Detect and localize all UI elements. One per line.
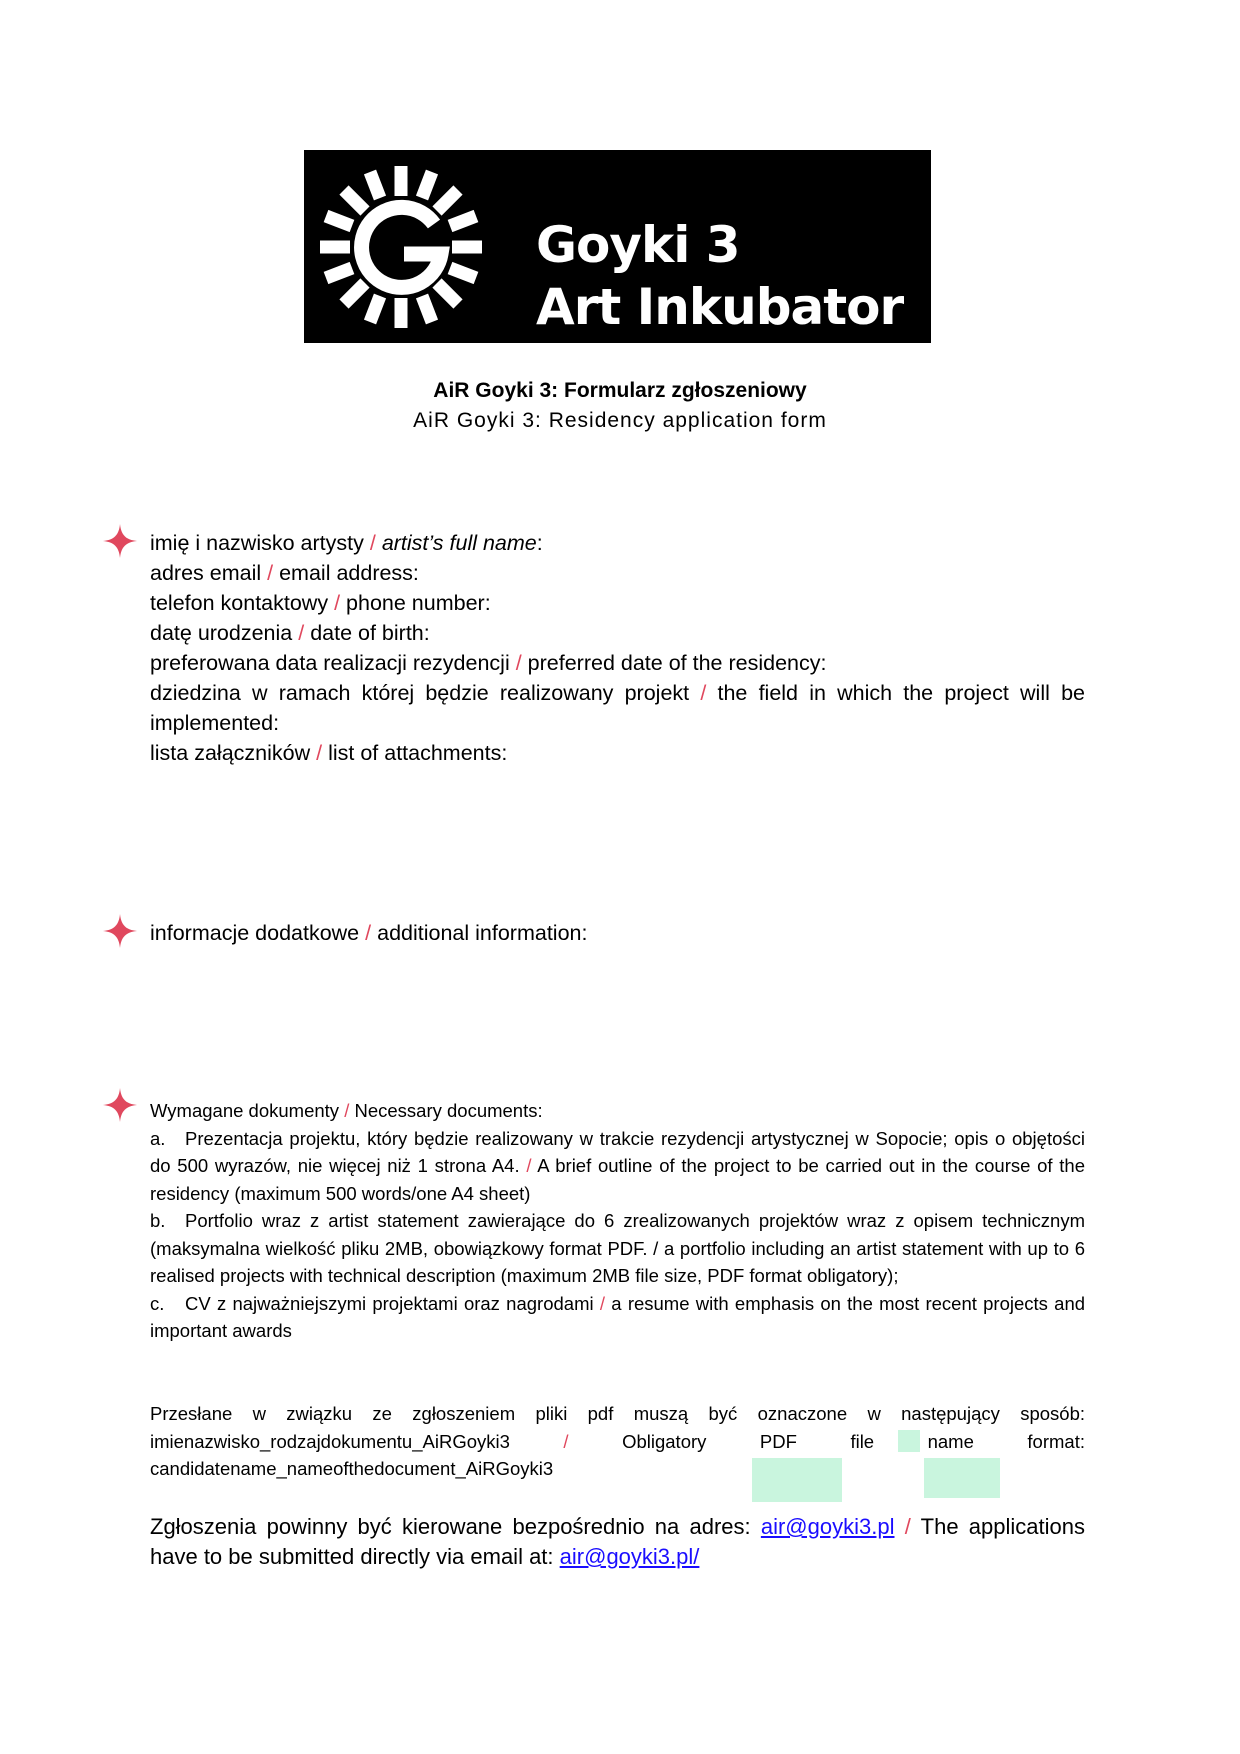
sparkle-bullet-icon <box>103 524 137 558</box>
field-email: adres email / email address: <box>150 561 419 585</box>
naming-line-3: candidatename_nameofthedocument_AiRGoyki3 <box>150 1458 554 1479</box>
document-item-a: a. Prezentacja projektu, który będzie realizowany w trakcie rezydencji artystycznej w Sopocie; opis o objętości do 500 wyrazów, nie więcej niż 1 strona A4. / A brief outline of the project to be carried out in the course of the residency (maximum 500 words/one A4 sheet) <box>150 1127 1086 1204</box>
field-birth-date: datę urodzenia / date of birth: <box>150 621 430 645</box>
field-residency-date: preferowana data realizacji rezydencji / preferred date of the residency: <box>150 651 827 675</box>
sparkle-bullet-icon <box>103 914 137 948</box>
logo-wordmark <box>536 214 903 338</box>
title-polish: AiR Goyki 3: Formularz zgłoszeniowy <box>433 379 807 402</box>
logo <box>304 150 931 343</box>
field-attachments: lista załączników / list of attachments: <box>150 741 508 765</box>
highlight-mark <box>898 1430 920 1452</box>
documents-heading: Wymagane dokumenty / Necessary documents: <box>150 1100 543 1121</box>
sunburst-g-logo-icon <box>312 158 490 336</box>
logo-line-2: Art Inkubator <box>536 278 904 336</box>
required-documents <box>150 1097 1085 1345</box>
field-phone: telefon kontaktowy / phone number: <box>150 591 491 615</box>
document-item-b: b. Portfolio wraz z artist statement zawierające do 6 zrealizowanych projektów wraz z opisem technicznym (maksymalna wielkość pliku 2MB, obowiązkowy format PDF. / a portfolio including an artist statement with up to 6 realised projects with technical description (maximum 2MB file size, PDF format obligatory); <box>150 1210 1085 1286</box>
naming-line-1: Przesłane w związku ze zgłoszeniem pliki pdf muszą być oznaczone w następujący sposób: <box>150 1403 1085 1424</box>
field-artist-name: imię i nazwisko artysty / artist’s full name: <box>150 531 543 555</box>
document-item-c: c. CV z najważniejszymi projektami oraz nagrodami / a resume with emphasis on the most recent projects and important awards <box>150 1292 1086 1341</box>
form-title <box>0 376 1240 436</box>
highlight-mark <box>924 1458 1000 1498</box>
naming-line-2: imienazwisko_rodzajdokumentu_AiRGoyki3 / Obligatory PDF file name format: <box>150 1430 1085 1452</box>
logo-line-1: Goyki 3 <box>536 216 740 274</box>
applicant-fields <box>150 528 1085 768</box>
sparkle-bullet-icon <box>103 1088 137 1122</box>
title-english: AiR Goyki 3: Residency application form <box>413 409 827 432</box>
submission-info: Zgłoszenia powinny być kierowane bezpośrednio na adres: air@goyki3.pl / The applications have to be submitted directly via email at: air@goyki3.pl/ <box>150 1514 1085 1569</box>
email-link-2[interactable]: air@goyki3.pl/ <box>559 1544 700 1569</box>
additional-info: informacje dodatkowe / additional information: <box>150 921 588 945</box>
highlight-mark <box>752 1458 842 1502</box>
email-link-1[interactable]: air@goyki3.pl <box>760 1514 895 1539</box>
field-project-domain: dziedzina w ramach której będzie realizowany projekt / the field in which the project will be implemented: <box>150 681 1085 735</box>
